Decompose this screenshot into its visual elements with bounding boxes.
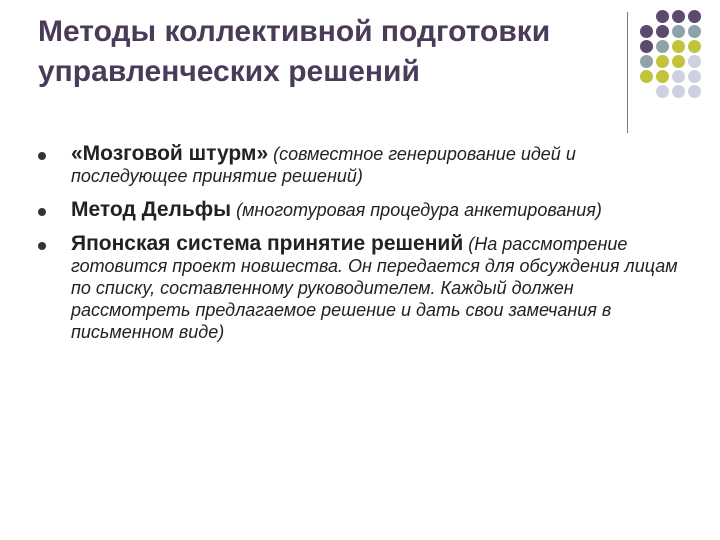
- decor-dot-empty: [640, 10, 653, 23]
- bullet-title: Метод Дельфы: [71, 198, 232, 221]
- bullet-icon: [38, 208, 46, 216]
- decor-dot-purple: [672, 10, 685, 23]
- bullet-title: «Мозговой штурм»: [71, 142, 269, 165]
- decor-dot-purple: [688, 10, 701, 23]
- decorative-divider: [627, 12, 628, 133]
- decor-dot-lavender: [672, 85, 685, 98]
- bullet-text: [71, 199, 688, 221]
- bullet-item-brainstorm: [38, 143, 688, 187]
- decor-dot-empty: [640, 85, 653, 98]
- decor-dot-lavender: [656, 85, 669, 98]
- decor-dot-olive: [672, 40, 685, 53]
- decor-dot-purple: [640, 25, 653, 38]
- bullet-item-japanese: [38, 233, 688, 343]
- decor-dot-olive: [656, 70, 669, 83]
- bullet-description: (На рассмотрение готовится проект новшества. Он передается для обсуждения лицам по списку, составленному руководителем. Каждый должен рассмотреть предлагаемое решение и дать свои замечания в письменном виде): [71, 234, 678, 342]
- decor-dot-gray: [656, 40, 669, 53]
- decor-dot-purple: [656, 25, 669, 38]
- bullet-text: [71, 233, 688, 343]
- bullet-icon: [38, 152, 46, 160]
- bullet-title: Японская система принятие решений: [71, 232, 464, 255]
- bullet-item-delphi: [38, 199, 688, 221]
- decor-dot-olive: [688, 40, 701, 53]
- bullet-description: (многотуровая процедура анкетирования): [236, 200, 602, 220]
- bullet-icon: [38, 242, 46, 250]
- decorative-dot-grid: [640, 10, 701, 98]
- decor-dot-purple: [640, 40, 653, 53]
- decor-dot-lavender: [688, 55, 701, 68]
- decor-dot-olive: [656, 55, 669, 68]
- decor-dot-olive: [640, 70, 653, 83]
- decor-dot-gray: [688, 25, 701, 38]
- decor-dot-purple: [656, 10, 669, 23]
- bullet-description: (совместное генерирование идей и последующее принятие решений): [71, 144, 576, 186]
- decor-dot-lavender: [672, 70, 685, 83]
- decor-dot-gray: [640, 55, 653, 68]
- decor-dot-olive: [672, 55, 685, 68]
- bullet-list: [38, 143, 688, 355]
- decor-dot-lavender: [688, 85, 701, 98]
- decor-dot-gray: [672, 25, 685, 38]
- bullet-text: [71, 143, 688, 187]
- slide-title: Методы коллективной подготовки управленческих решений: [38, 15, 551, 88]
- decor-dot-lavender: [688, 70, 701, 83]
